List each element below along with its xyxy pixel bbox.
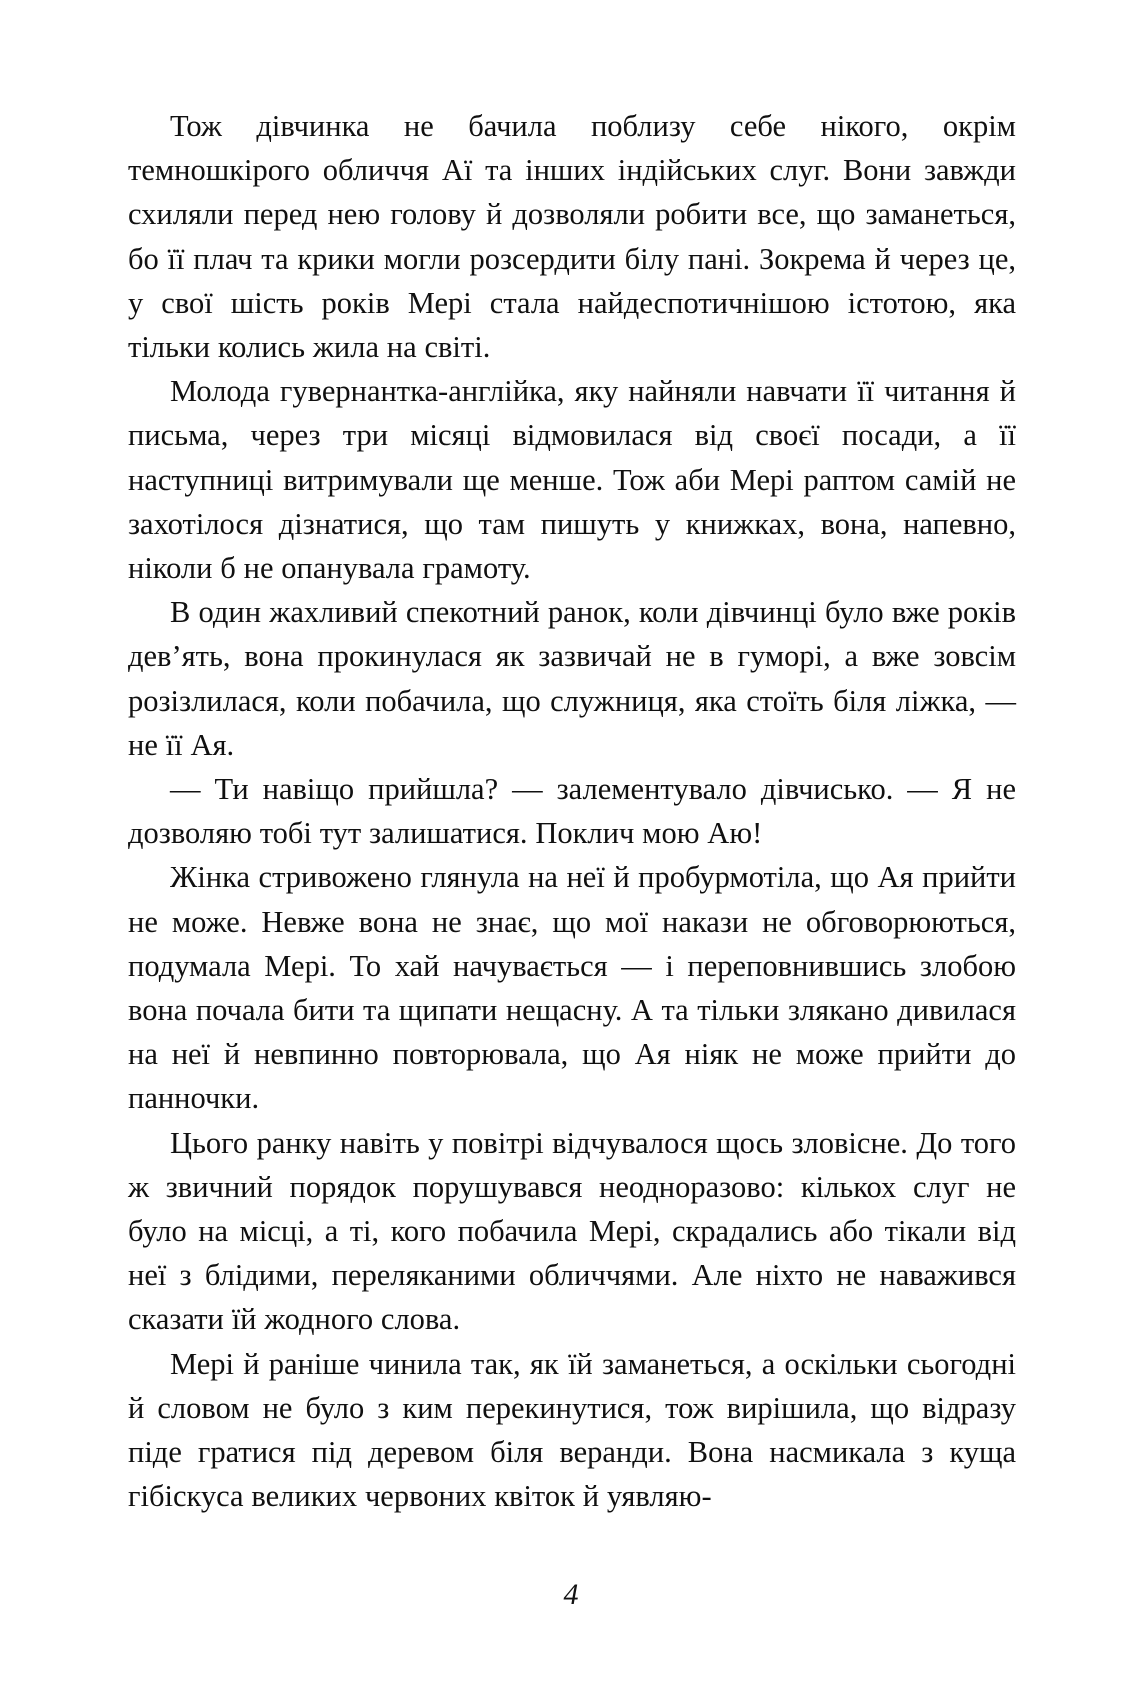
paragraph: Тож дівчинка не бачила поблизу себе нікого, окрім темношкірого обличчя Аї та інших індійських слуг. Вони завжди схиляли перед нею голову й дозволяли робити все, що заманеться, бо її плач та крики могли розсердити білу пані. Зокрема й через це, у свої шість років Мері стала найдеспотичнішою істотою, яка тільки колись жила на світі. (128, 109, 1016, 365)
paragraph: Молода гувернантка-англійка, яку найняли навчати її читання й письма, через три місяці відмовилася від своєї посади, а її наступниці витримували ще менше. Тож аби Мері раптом самій не захотілося дізнатися, що там пишуть у книжках, вона, напевно, ніколи б не опанувала грамоту. (128, 374, 1016, 586)
paragraph: Мері й раніше чинила так, як їй заманеться, а оскільки сьогодні й словом не було з ким перекинутися, тож вирішила, що відразу піде гратися під деревом біля веранди. Вона насмикала з куща гібіскуса великих червоних квіток й уявляю- (128, 1346, 1016, 1514)
paragraph: — Ти навіщо прийшла? — залементувало дівчисько. — Я не дозволяю тобі тут залишатися. Поклич мою Аю! (128, 772, 1016, 851)
paragraph: Цього ранку навіть у повітрі відчувалося щось зловісне. До того ж звичний порядок порушувався неодноразово: кількох слуг не було на місці, а ті, кого побачила Мері, скрадались або тікали від неї з блідими, переляканими обличчями. Але ніхто не наважився сказати їй жодного слова. (128, 1125, 1016, 1337)
body-text-column (128, 104, 1016, 1519)
page-number: 4 (563, 1578, 579, 1611)
paragraph: В один жахливий спекотний ранок, коли дівчинці було вже років дев’ять, вона прокинулася як зазвичай не в гуморі, а вже зовсім розізлилася, коли побачила, що служниця, яка стоїть біля ліжка, — не її Ая. (128, 595, 1016, 762)
paragraph: Жінка стривожено глянула на неї й пробурмотіла, що Ая прийти не може. Невже вона не знає, що мої накази не обговорюються, подумала Мері. То хай начувається — і переповнившись злобою вона почала бити та щипати нещасну. А та тільки злякано дивилася на неї й невпинно повторювала, що Ая ніяк не може прийти до панночки. (128, 860, 1016, 1116)
